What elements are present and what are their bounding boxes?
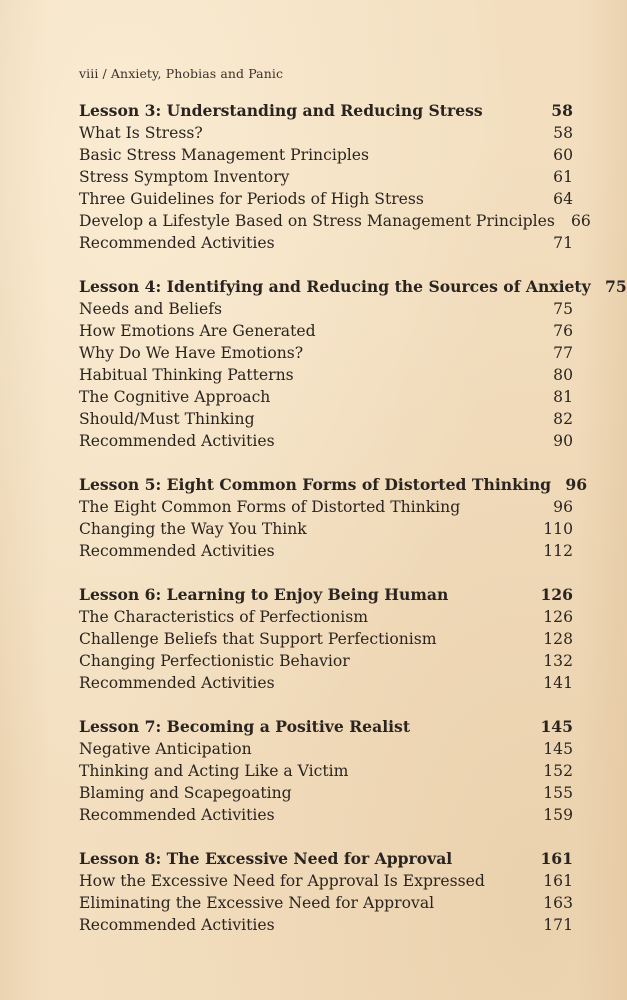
toc-entry (79, 408, 573, 430)
lesson-title: Lesson 4: Identifying and Reducing the Sources of Anxiety (79, 277, 591, 296)
lesson-title: Lesson 7: Becoming a Positive Realist (79, 717, 411, 736)
toc-entry (79, 144, 573, 166)
entry-title: Thinking and Acting Like a Victim (79, 762, 349, 780)
entry-title: Recommended Activities (79, 234, 275, 252)
toc-entry (79, 496, 573, 518)
toc-lesson-heading (79, 474, 588, 496)
entry-title: Why Do We Have Emotions? (79, 344, 304, 362)
entry-title: Changing Perfectionistic Behavior (79, 652, 350, 670)
entry-page-number: 96 (553, 498, 573, 516)
entry-title: Should/Must Thinking (79, 410, 255, 428)
entry-title: Recommended Activities (79, 674, 275, 692)
entry-page-number: 80 (553, 366, 573, 384)
toc-entry (79, 430, 573, 452)
entry-page-number: 112 (543, 542, 573, 560)
toc-entry (79, 782, 573, 804)
entry-page-number: 71 (553, 234, 573, 252)
entry-page-number: 60 (553, 146, 573, 164)
toc-entry (79, 738, 573, 760)
table-of-contents (79, 100, 627, 958)
toc-entry (79, 166, 573, 188)
toc-entry (79, 914, 573, 936)
toc-entry (79, 122, 573, 144)
toc-entry (79, 892, 573, 914)
entry-page-number: 132 (543, 652, 573, 670)
entry-page-number: 161 (543, 872, 573, 890)
toc-lesson (79, 474, 588, 562)
entry-page-number: 163 (543, 894, 573, 912)
entry-page-number: 90 (553, 432, 573, 450)
toc-entry (79, 518, 573, 540)
toc-entry (79, 386, 573, 408)
entry-page-number: 58 (553, 124, 573, 142)
running-head: viii / Anxiety, Phobias and Panic (79, 66, 284, 81)
entry-page-number: 145 (543, 740, 573, 758)
entry-title: The Characteristics of Perfectionism (79, 608, 369, 626)
entry-title: Changing the Way You Think (79, 520, 307, 538)
toc-entry (79, 210, 591, 232)
entry-title: The Cognitive Approach (79, 388, 271, 406)
entry-title: Basic Stress Management Principles (79, 146, 370, 164)
toc-entry (79, 298, 573, 320)
entry-title: Recommended Activities (79, 432, 275, 450)
lesson-page-number: 58 (551, 101, 573, 120)
entry-page-number: 66 (571, 212, 591, 230)
entry-page-number: 64 (553, 190, 573, 208)
lesson-title: Lesson 8: The Excessive Need for Approval (79, 849, 453, 868)
toc-entry (79, 342, 573, 364)
entry-page-number: 75 (553, 300, 573, 318)
toc-lesson-heading (79, 100, 573, 122)
toc-entry (79, 320, 573, 342)
entry-page-number: 159 (543, 806, 573, 824)
entry-title: Recommended Activities (79, 916, 275, 934)
lesson-page-number: 145 (540, 717, 573, 736)
entry-title: What Is Stress? (79, 124, 203, 142)
entry-page-number: 77 (553, 344, 573, 362)
entry-title: How the Excessive Need for Approval Is Expressed (79, 872, 485, 890)
toc-entry (79, 628, 573, 650)
toc-entry (79, 672, 573, 694)
toc-lesson-heading (79, 276, 627, 298)
lesson-title: Lesson 3: Understanding and Reducing Stress (79, 101, 483, 120)
entry-title: Recommended Activities (79, 806, 275, 824)
entry-page-number: 141 (543, 674, 573, 692)
entry-title: Eliminating the Excessive Need for Approval (79, 894, 435, 912)
toc-lesson (79, 716, 573, 826)
toc-entry (79, 606, 573, 628)
toc-lesson (79, 100, 591, 254)
toc-entry (79, 870, 573, 892)
toc-lesson-heading (79, 584, 573, 606)
toc-lesson-heading (79, 848, 573, 870)
entry-page-number: 82 (553, 410, 573, 428)
entry-title: The Eight Common Forms of Distorted Thinking (79, 498, 461, 516)
entry-title: Blaming and Scapegoating (79, 784, 292, 802)
entry-title: Recommended Activities (79, 542, 275, 560)
toc-entry (79, 364, 573, 386)
entry-title: Negative Anticipation (79, 740, 252, 758)
entry-title: Develop a Lifestyle Based on Stress Management Principles (79, 212, 555, 230)
entry-page-number: 61 (553, 168, 573, 186)
entry-page-number: 171 (543, 916, 573, 934)
entry-page-number: 128 (543, 630, 573, 648)
toc-entry (79, 232, 573, 254)
toc-lesson (79, 584, 573, 694)
entry-title: Needs and Beliefs (79, 300, 222, 318)
toc-entry (79, 188, 573, 210)
toc-lesson-heading (79, 716, 573, 738)
lesson-page-number: 126 (540, 585, 573, 604)
lesson-page-number: 96 (565, 475, 588, 494)
entry-page-number: 110 (543, 520, 573, 538)
toc-lesson (79, 848, 573, 936)
toc-entry (79, 650, 573, 672)
toc-entry (79, 760, 573, 782)
entry-title: How Emotions Are Generated (79, 322, 316, 340)
entry-page-number: 81 (553, 388, 573, 406)
entry-page-number: 76 (553, 322, 573, 340)
toc-lesson (79, 276, 627, 452)
lesson-page-number: 161 (540, 849, 573, 868)
lesson-page-number: 75 (604, 277, 627, 296)
toc-entry (79, 804, 573, 826)
lesson-title: Lesson 5: Eight Common Forms of Distorted Thinking (79, 475, 552, 494)
entry-page-number: 152 (543, 762, 573, 780)
toc-entry (79, 540, 573, 562)
entry-title: Challenge Beliefs that Support Perfectionism (79, 630, 437, 648)
entry-title: Habitual Thinking Patterns (79, 366, 294, 384)
entry-page-number: 155 (543, 784, 573, 802)
entry-page-number: 126 (543, 608, 573, 626)
lesson-title: Lesson 6: Learning to Enjoy Being Human (79, 585, 449, 604)
entry-title: Stress Symptom Inventory (79, 168, 290, 186)
entry-title: Three Guidelines for Periods of High Stress (79, 190, 424, 208)
